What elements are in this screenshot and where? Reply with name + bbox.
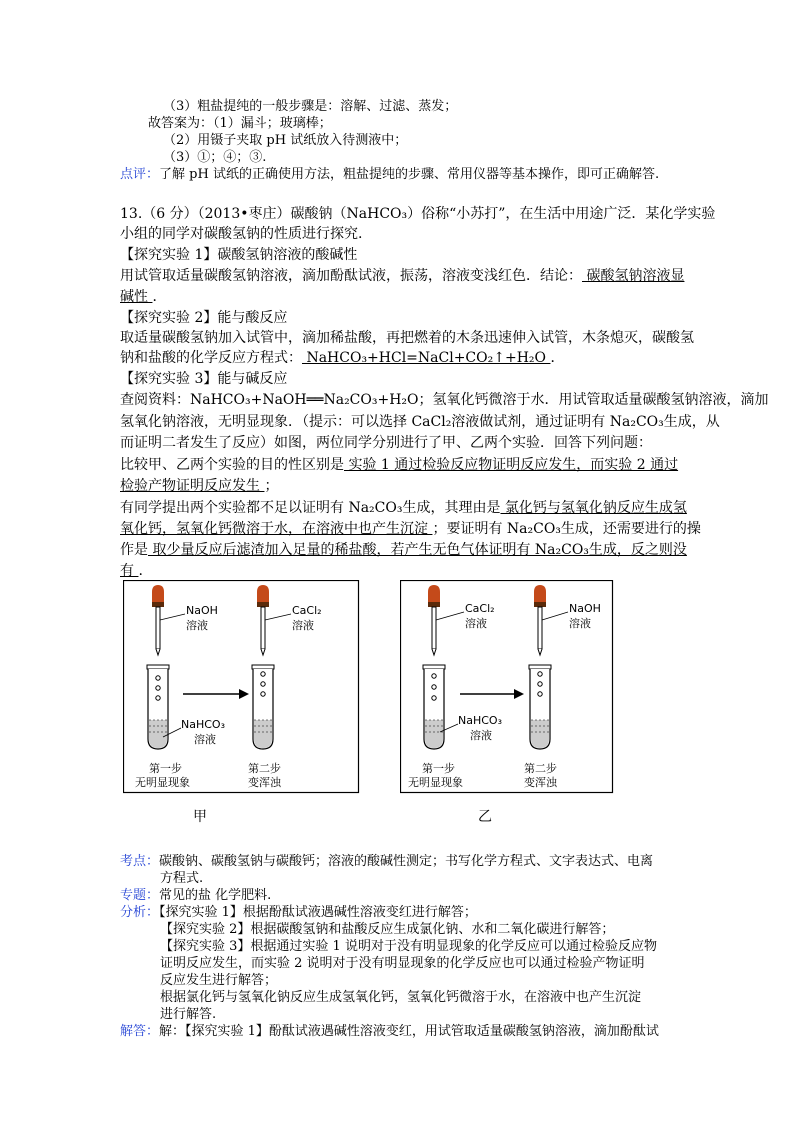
figure-jia-drawing xyxy=(123,580,363,795)
kaodian-label: 考点： xyxy=(120,854,160,869)
dropper1-label-1: NaOH xyxy=(186,604,218,617)
figure-jia xyxy=(123,580,363,795)
reason-line2 xyxy=(120,519,701,539)
step2-line2: 变浑浊 xyxy=(248,776,281,789)
figure-yi xyxy=(400,580,640,795)
reason-answer-part2: 氧化钙，氢氧化钙微溶于水，在溶液中也产生沉淀 xyxy=(120,521,433,537)
step2-line1: 第二步 xyxy=(524,762,557,775)
exp1-line1 xyxy=(120,266,684,286)
review-row xyxy=(120,166,659,183)
answer-line-3: （3）①；④；③. xyxy=(163,150,267,165)
test-tube-icon xyxy=(252,665,274,749)
operation-answer-part1: 取少量反应后滤渣加入足量的稀盐酸，若产生无色气体证明有 Na₂CO₃生成，反之则没 xyxy=(148,542,687,558)
figure-jia-caption: 甲 xyxy=(193,809,207,825)
review-label: 点评： xyxy=(120,167,160,182)
exp2-title: 【探究实验 2】能与酸反应 xyxy=(120,310,288,326)
exp2-line1: 取适量碳酸氢钠加入试管中，滴加稀盐酸，再把燃着的木条迅速伸入试管，木条熄灭，碳酸氢 xyxy=(120,330,694,346)
step1-line1: 第一步 xyxy=(149,762,182,775)
fenxi-line-1: 【探究实验 1】根据酚酞试液遇碱性溶液变红进行解答； xyxy=(159,905,477,920)
figure-yi-caption: 乙 xyxy=(478,809,492,825)
tube-label-2: 溶液 xyxy=(470,729,492,742)
compare-line1 xyxy=(120,455,678,475)
tube-label-1: NaHCO₃ xyxy=(458,714,502,727)
reason-tail: ；要证明有 Na₂CO₃生成，还需要进行的操 xyxy=(432,521,701,537)
reason-line1 xyxy=(120,498,687,518)
tube-label-2: 溶液 xyxy=(194,733,216,746)
exp3-line3: 而证明二者发生了反应）如图，两位同学分别进行了甲、乙两个实验．回答下列问题： xyxy=(120,435,652,451)
answer-line-1: 故答案为：（1）漏斗；玻璃棒； xyxy=(148,116,332,131)
fenxi-label: 分析： xyxy=(120,905,160,920)
operation-answer-part2: 有 xyxy=(120,563,139,579)
test-tube-icon xyxy=(529,665,551,749)
dropper2-label-1: CaCl₂ xyxy=(292,604,322,617)
tube-label-1: NaHCO₃ xyxy=(181,718,225,731)
zhuanti-text: 常见的盐 化学肥料. xyxy=(159,888,272,903)
kaodian-text-2: 方程式. xyxy=(160,871,204,886)
fenxi-line-3: 【探究实验 3】根据通过实验 1 说明对于没有明显现象的化学反应可以通过检验反应物 xyxy=(160,939,657,954)
dropper2-label-2: 溶液 xyxy=(569,617,591,630)
exp2-equation-answer: NaHCO₃+HCl=NaCl+CO₂↑+H₂O xyxy=(302,350,551,366)
exp1-title: 【探究实验 1】碳酸氢钠溶液的酸碱性 xyxy=(120,247,358,263)
zhuanti-label: 专题： xyxy=(120,888,160,903)
fenxi-line-4: 证明反应发生，而实验 2 说明对于没有明显现象的化学反应也可以通过检验产物证明 xyxy=(160,956,645,971)
figure-yi-drawing xyxy=(400,580,640,795)
dropper1-label-2: 溶液 xyxy=(465,617,487,630)
exp2-end: ． xyxy=(550,350,565,366)
test-tube-icon xyxy=(147,665,169,749)
step2-line2: 变浑浊 xyxy=(524,776,557,789)
compare-end: ； xyxy=(264,478,279,494)
compare-text: 比较甲、乙两个实验的目的性区别是 xyxy=(120,457,344,473)
kaodian-text-1: 碳酸钠、碳酸氢钠与碳酸钙；溶液的酸碱性测定；书写化学方程式、文字表达式、电离 xyxy=(159,854,654,869)
operation-end: . xyxy=(138,563,143,579)
fenxi-line-2: 【探究实验 2】根据碳酸氢钠和盐酸反应生成氯化钠、水和二氧化碳进行解答； xyxy=(160,922,615,937)
dropper1-label-1: CaCl₂ xyxy=(465,602,495,615)
item3-steps: （3）粗盐提纯的一般步骤是：溶解、过滤、蒸发； xyxy=(163,99,458,114)
step1-line1: 第一步 xyxy=(422,762,455,775)
fenxi-line-5: 反应发生进行解答； xyxy=(160,973,278,988)
step1-line2: 无明显现象 xyxy=(135,776,190,789)
dropper1-label-2: 溶液 xyxy=(186,619,208,632)
test-tube-icon xyxy=(423,665,445,749)
answer-line-2: （2）用镊子夹取 pH 试纸放入待测液中； xyxy=(163,133,408,148)
exp1-line2 xyxy=(120,287,166,307)
jieda-row xyxy=(120,1023,659,1040)
exp1-end: ． xyxy=(152,289,167,305)
exp1-answer-part2: 碱性 xyxy=(120,289,153,305)
operation-text: 作是 xyxy=(120,542,148,558)
exp2-line2 xyxy=(120,348,564,368)
step2-line1: 第二步 xyxy=(248,762,281,775)
jieda-label: 解答： xyxy=(120,1024,160,1039)
operation-line1 xyxy=(120,540,687,560)
review-text: 了解 pH 试纸的正确使用方法，粗盐提纯的步骤、常用仪器等基本操作，即可正确解答. xyxy=(159,167,660,182)
jieda-text: 解：【探究实验 1】酚酞试液遇碱性溶液变红，用试管取适量碳酸氢钠溶液，滴加酚酞试 xyxy=(159,1024,659,1039)
exp3-title: 【探究实验 3】能与碱反应 xyxy=(120,371,288,387)
operation-line2 xyxy=(120,561,143,581)
exp1-text: 用试管取适量碳酸氢钠溶液，滴加酚酞试液，振荡，溶液变浅红色．结论： xyxy=(120,268,582,284)
kaodian-row xyxy=(120,853,653,870)
exp1-answer-part1: 碳酸氢钠溶液显 xyxy=(582,268,685,284)
fenxi-line-7: 进行解答. xyxy=(160,1007,217,1022)
dropper2-label-2: 溶液 xyxy=(292,619,314,632)
reason-text: 有同学提出两个实验都不足以证明有 Na₂CO₃生成，其理由是 xyxy=(120,500,501,516)
exp2-text: 钠和盐酸的化学反应方程式： xyxy=(120,350,302,366)
step1-line2: 无明显现象 xyxy=(408,776,463,789)
q13-header-line1: 13.（6 分）（2013•枣庄）碳酸钠（NaHCO₃）俗称“小苏打”，在生活中用途广泛．某化学实验 xyxy=(120,206,716,222)
fenxi-line-6: 根据氯化钙与氢氧化钠反应生成氢氧化钙，氢氧化钙微溶于水，在溶液中也产生沉淀 xyxy=(160,990,642,1005)
exp3-line1: 查阅资料：NaHCO₃+NaOH══Na₂CO₃+H₂O；氢氧化钙微溶于水．用试管取适量碳酸氢钠溶液，滴加 xyxy=(120,392,769,408)
reason-answer-part1: 氯化钙与氢氧化钠反应生成氢 xyxy=(500,500,687,516)
q13-header-line2: 小组的同学对碳酸氢钠的性质进行探究. xyxy=(120,226,363,242)
dropper2-label-1: NaOH xyxy=(569,602,601,615)
zhuanti-row xyxy=(120,887,271,904)
compare-answer-part2: 检验产物证明反应发生 xyxy=(120,478,265,494)
compare-answer-part1: 实验 1 通过检验反应物证明反应发生，而实验 2 通过 xyxy=(344,457,679,473)
fenxi-row xyxy=(120,904,477,921)
exp3-line2: 氢氧化钠溶液，无明显现象．（提示：可以选择 CaCl₂溶液做试剂，通过证明有 Na₂CO₃生成，从 xyxy=(120,414,720,430)
compare-line2 xyxy=(120,476,278,496)
